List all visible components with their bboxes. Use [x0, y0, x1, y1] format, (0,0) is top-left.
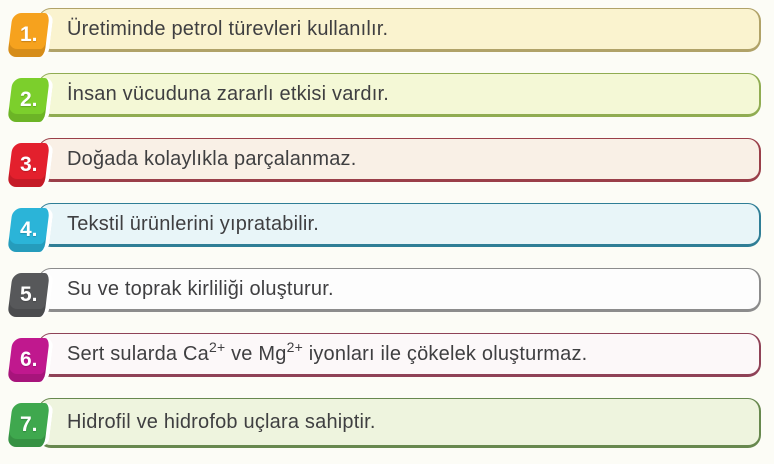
list-item [0, 138, 774, 190]
item-text-box [38, 398, 761, 448]
item-number: 3. [19, 153, 38, 176]
list-item [0, 268, 774, 320]
item-text-box [38, 333, 761, 377]
item-number-badge [7, 13, 53, 57]
list-item [0, 333, 774, 385]
item-number: 7. [19, 413, 38, 436]
item-text-box [38, 73, 761, 117]
item-text-box [38, 203, 761, 247]
item-number-badge [7, 338, 53, 382]
item-text: Su ve toprak kirliliği oluşturur. [67, 277, 334, 300]
item-number-badge [7, 208, 53, 252]
item-number-badge [7, 78, 53, 122]
list-item [0, 73, 774, 125]
item-number: 1. [19, 23, 38, 46]
item-number: 4. [19, 218, 38, 241]
item-text-box [38, 138, 761, 182]
item-text: Tekstil ürünlerini yıpratabilir. [67, 212, 320, 235]
item-text: İnsan vücuduna zararlı etkisi vardır. [67, 82, 389, 105]
item-text-run: iyonları ile çökelek oluşturmaz. [302, 342, 588, 365]
item-number-badge [7, 403, 53, 447]
item-text [67, 338, 588, 366]
superscript-charge: 2+ [286, 338, 303, 355]
item-number: 2. [19, 88, 38, 111]
item-text-run: Sert sularda Ca [67, 342, 209, 365]
item-text-run: ve Mg [225, 342, 287, 365]
item-text: Hidrofil ve hidrofob uçlara sahiptir. [67, 410, 376, 433]
item-text: Doğada kolaylıkla parçalanmaz. [67, 147, 357, 170]
list-item [0, 203, 774, 255]
superscript-charge: 2+ [208, 338, 226, 355]
item-number-badge [7, 273, 53, 317]
item-number: 5. [19, 283, 38, 306]
item-text: Üretiminde petrol türevleri kullanılır. [67, 17, 389, 40]
item-text-box [38, 8, 761, 52]
item-number: 6. [19, 348, 38, 371]
item-text-box [38, 268, 761, 312]
list-item [0, 398, 774, 450]
item-number-badge [7, 143, 53, 187]
list-item [0, 8, 774, 60]
